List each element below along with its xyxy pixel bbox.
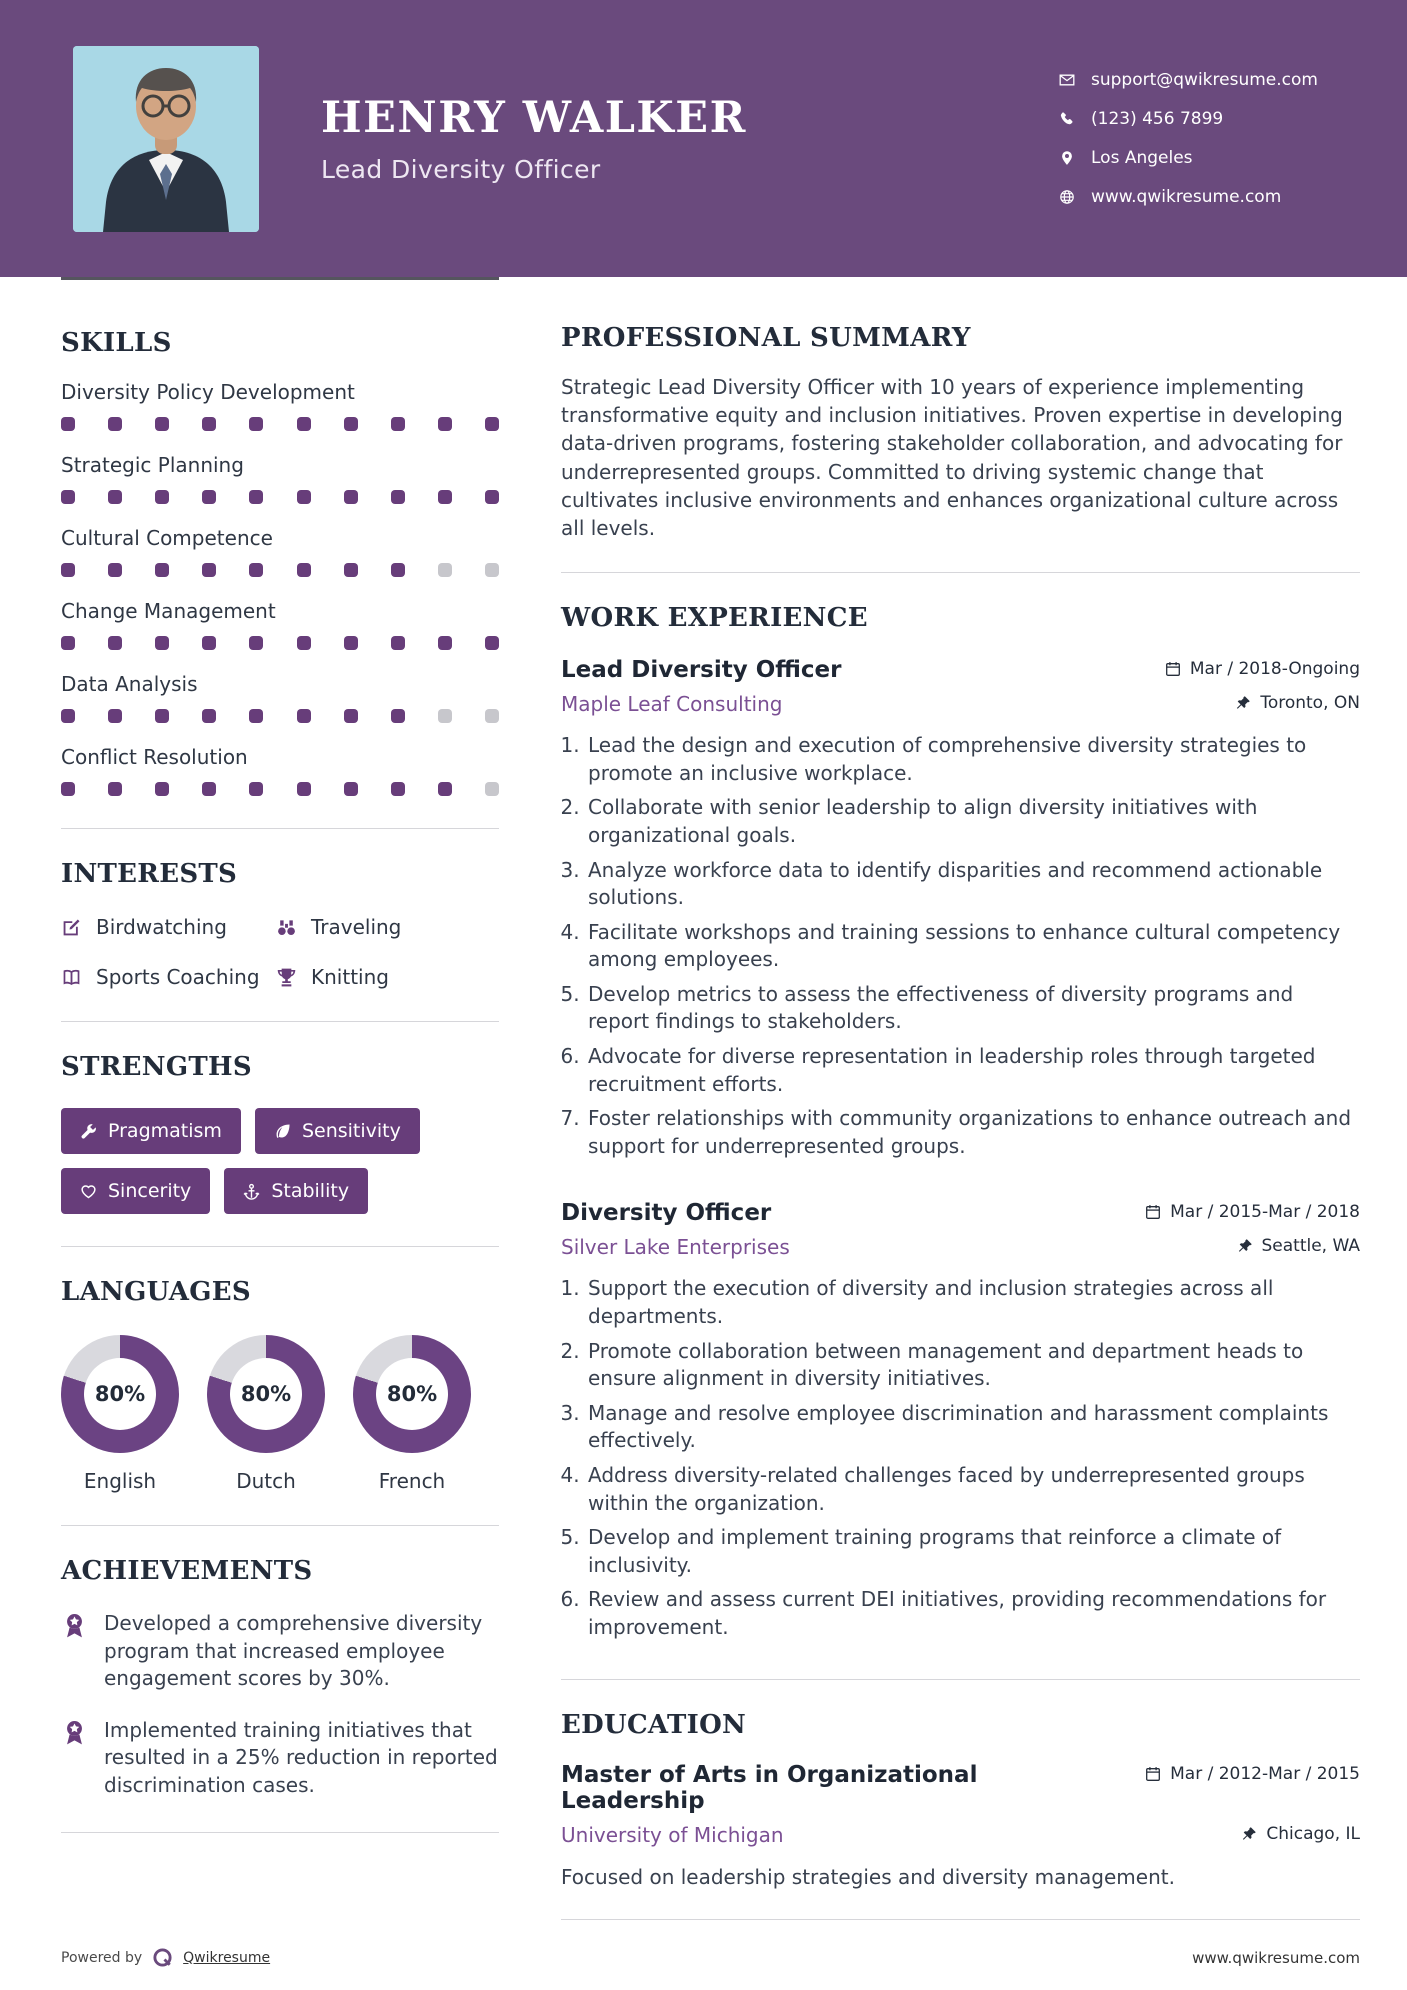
job-dates [1145,1202,1360,1222]
skill-name: Cultural Competence [61,526,273,550]
phone-icon [1059,111,1075,127]
job-bullet: 7. Foster relationships with community organizations to enhance outreach and support for underrepresented groups. [586,1105,1360,1160]
skill-name: Strategic Planning [61,453,244,477]
achievement-text: Implemented training initiatives that resulted in a 25% reduction in reported discrimination cases. [104,1717,498,1797]
skill-dot [155,709,169,723]
skill-dot [202,563,216,577]
skill-dot [344,636,358,650]
calendar-icon [1145,1766,1161,1782]
pushpin-icon [1241,1826,1257,1842]
candidate-title: Lead Diversity Officer [321,155,601,184]
skill-dot [202,417,216,431]
skill-level-dots [61,490,499,504]
skill-name: Data Analysis [61,672,198,696]
identity-block [321,93,747,184]
skill-dot [249,417,263,431]
language-donut [207,1335,325,1453]
main-column [561,277,1360,1920]
skill-dot [344,709,358,723]
skill-level-dots [61,636,499,650]
skill-dot [202,709,216,723]
calendar-icon [1145,1204,1161,1220]
skill-dot [344,782,358,796]
skill-level-dots [61,782,499,796]
pushpin-icon [1237,1238,1253,1254]
skill-dot [438,490,452,504]
skill-name: Diversity Policy Development [61,380,355,404]
job-subtitle-row [561,692,1360,716]
skill-dot [61,490,75,504]
interest-item [61,965,276,989]
skill-item [61,745,499,796]
education-dates [1145,1764,1360,1784]
job-bullet: 1. Support the execution of diversity and inclusion strategies across all departments. [586,1275,1360,1330]
skill-dot [108,709,122,723]
job-bullet-list [561,1275,1360,1641]
calendar-icon [1165,661,1181,677]
job-location-text: Toronto, ON [1260,693,1360,714]
skill-dot [344,490,358,504]
skills-heading: SKILLS [61,328,172,358]
job-bullet: 3. Manage and resolve employee discrimination and harassment complaints effectively. [586,1400,1360,1455]
skill-dot [155,417,169,431]
leaf-icon [274,1123,291,1140]
skill-dot [108,417,122,431]
skill-dot [485,490,499,504]
skill-dot [438,782,452,796]
education-location [1241,1824,1360,1844]
skill-level-dots [61,417,499,431]
skill-dot [344,563,358,577]
education-subtitle-row [561,1823,1360,1847]
skill-dot [391,636,405,650]
book-icon [61,967,82,988]
skill-dot [155,782,169,796]
contact-list [1059,70,1347,207]
skill-dot [155,636,169,650]
job-bullet: 5. Develop and implement training programs that reinforce a climate of inclusivity. [586,1524,1360,1579]
skill-dot [61,417,75,431]
education-location-text: Chicago, IL [1266,1823,1360,1844]
achievement-item [61,1717,499,1800]
job-bullet: 6. Advocate for diverse representation in leadership roles through targeted recruitment efforts. [586,1043,1360,1098]
profile-photo [73,46,259,232]
strengths-pills [61,1108,499,1214]
trophy-icon [276,967,297,988]
job-bullet: 2. Collaborate with senior leadership to align diversity initiatives with organizational goals. [586,794,1360,849]
powered-by-text: Powered by [61,1949,143,1966]
language-percent: 80% [84,1358,156,1430]
skill-item [61,526,499,577]
avatar [73,46,259,232]
education-dates-text: Mar / 2012-Mar / 2015 [1170,1763,1360,1784]
job-location [1237,1236,1361,1256]
job-subtitle-row [561,1235,1360,1259]
interest-label: Knitting [311,965,389,989]
contact-location-text: Los Angeles [1091,148,1193,168]
experience-heading: WORK EXPERIENCE [561,603,868,634]
education-entry [561,1762,1360,1889]
skill-dot [297,636,311,650]
sidebar [61,277,499,1920]
strength-label: Sincerity [108,1180,192,1202]
job-title-row [561,657,1360,683]
experience-section [561,573,1360,1679]
contact-location [1059,148,1347,168]
skill-dot [249,563,263,577]
interest-item [276,915,499,939]
skill-dot [108,490,122,504]
job-location [1235,693,1360,713]
skill-dot [297,417,311,431]
job-location-text: Seattle, WA [1261,1236,1360,1257]
candidate-name: HENRY WALKER [321,93,747,143]
skill-dot [297,490,311,504]
content-columns [0,277,1407,1920]
strength-label: Sensitivity [301,1120,401,1142]
email-icon [1059,72,1075,88]
language-donut [353,1335,471,1453]
skill-dot [61,709,75,723]
binoculars-icon [276,917,297,938]
strength-badge [255,1108,420,1154]
skill-dot [202,636,216,650]
skill-dot [391,563,405,577]
interests-grid [61,915,499,989]
job-company: Maple Leaf Consulting [561,692,783,717]
interest-label: Birdwatching [96,915,227,939]
language-percent: 80% [230,1358,302,1430]
language-percent: 80% [376,1358,448,1430]
award-icon [61,1719,88,1746]
strength-badge [224,1168,368,1214]
powered-by [61,1947,270,1968]
education-school: University of Michigan [561,1822,784,1847]
job-bullet: 6. Review and assess current DEI initiatives, providing recommendations for improvement. [586,1586,1360,1641]
strength-label: Pragmatism [108,1120,222,1142]
strength-label: Stability [271,1180,350,1202]
skill-dot [249,490,263,504]
summary-heading: PROFESSIONAL SUMMARY [561,323,971,353]
award-icon [61,1612,88,1639]
skill-dot [438,417,452,431]
education-degree: Master of Arts in Organizational Leadership [561,1761,978,1814]
skill-dot [249,709,263,723]
interests-section [61,829,499,1022]
contact-website-text: www.qwikresume.com [1091,187,1282,207]
wrench-icon [80,1123,97,1140]
summary-section [561,277,1360,573]
skill-dot [297,782,311,796]
summary-text: Strategic Lead Diversity Officer with 10 years of experience implementing transformative equity and inclusion initiatives. Proven expertise in developing data-driven programs, fostering stakeholder collaboration, and advocating for underrepresented groups. Committed to driving systemic change that cultivates inclusive environments and enhances organizational culture across all levels. [561,375,1343,540]
job-title: Lead Diversity Officer [561,657,842,684]
skill-name: Change Management [61,599,276,623]
skill-dot [391,490,405,504]
job-bullet-list [561,732,1360,1160]
page-footer [61,1947,1360,1968]
strengths-section [61,1022,499,1247]
contact-email-text: support@qwikresume.com [1091,70,1318,90]
skill-dot [202,490,216,504]
skill-dot [61,782,75,796]
education-section [561,1680,1360,1920]
language-label: English [83,1469,157,1493]
skill-dot [485,636,499,650]
language-item [353,1335,471,1493]
skills-section [61,280,499,829]
interest-label: Traveling [311,915,402,939]
skill-item [61,380,499,431]
skill-item [61,599,499,650]
skill-dot [202,782,216,796]
interest-label: Sports Coaching [96,965,260,989]
job-bullet: 4. Address diversity-related challenges faced by underrepresented groups within the organization. [586,1462,1360,1517]
strength-badge [61,1168,210,1214]
pen-icon [61,917,82,938]
skill-dot [438,709,452,723]
skill-dot [391,709,405,723]
job-bullet: 4. Facilitate workshops and training sessions to enhance cultural competency among employees. [586,919,1360,974]
strength-badge [61,1108,241,1154]
skill-level-dots [61,563,499,577]
education-heading: EDUCATION [561,1709,747,1740]
skill-dot [108,636,122,650]
skill-dot [108,563,122,577]
contact-email [1059,70,1347,90]
skill-dot [249,636,263,650]
skill-dot [485,417,499,431]
achievements-section [61,1526,499,1833]
skill-dot [485,563,499,577]
strengths-heading: STRENGTHS [61,1052,252,1082]
job-dates-text: Mar / 2018-Ongoing [1189,659,1360,680]
skill-dot [485,709,499,723]
heart-icon [80,1183,97,1200]
qwikresume-logo-icon [152,1947,173,1968]
job-bullet: 1. Lead the design and execution of comprehensive diversity strategies to promote an inclusive workplace. [586,732,1360,787]
job-title-row [561,1200,1360,1226]
skill-dot [438,636,452,650]
interests-heading: INTERESTS [61,859,238,889]
globe-icon [1059,189,1075,205]
skill-dot [297,563,311,577]
job-dates-text: Mar / 2015-Mar / 2018 [1170,1202,1360,1223]
skill-level-dots [61,709,499,723]
pushpin-icon [1235,695,1251,711]
education-description: Focused on leadership strategies and diversity management. [561,1864,1175,1889]
language-donut [61,1335,179,1453]
skill-dot [344,417,358,431]
languages-section [61,1247,499,1526]
contact-website [1059,187,1347,207]
language-item [61,1335,179,1493]
job-title: Diversity Officer [561,1200,772,1227]
achievement-text: Developed a comprehensive diversity program that increased employee engagement scores by 30%. [104,1611,483,1691]
skill-name: Conflict Resolution [61,745,248,769]
skill-dot [155,563,169,577]
skill-dot [485,782,499,796]
skill-dot [391,417,405,431]
skill-dot [297,709,311,723]
footer-website-url: www.qwikresume.com [1192,1948,1360,1967]
skill-dot [155,490,169,504]
job-bullet: 2. Promote collaboration between management and department heads to ensure alignment in diversity initiatives. [586,1338,1360,1393]
job-bullet: 5. Develop metrics to assess the effectiveness of diversity programs and report findings to stakeholders. [586,981,1360,1036]
job-entry [561,1200,1360,1641]
language-label: French [378,1469,446,1493]
language-label: Dutch [236,1469,296,1493]
interest-item [276,965,499,989]
languages-row [61,1335,499,1493]
qwikresume-link[interactable]: Qwikresume [183,1949,271,1966]
contact-phone [1059,109,1347,129]
anchor-icon [243,1183,260,1200]
skill-dot [108,782,122,796]
location-icon [1059,150,1075,166]
skill-dot [61,636,75,650]
achievements-heading: ACHIEVEMENTS [61,1556,313,1586]
job-company: Silver Lake Enterprises [561,1235,790,1260]
interest-item [61,915,276,939]
skill-dot [391,782,405,796]
skill-dot [249,782,263,796]
achievement-item [61,1610,499,1693]
contact-phone-text: (123) 456 7899 [1091,109,1224,129]
job-entry [561,657,1360,1160]
language-item [207,1335,325,1493]
skill-item [61,453,499,504]
education-title-row [561,1762,1360,1814]
languages-heading: LANGUAGES [61,1277,251,1307]
job-bullet: 3. Analyze workforce data to identify disparities and recommend actionable solutions. [586,857,1360,912]
resume-header [0,0,1407,277]
skill-item [61,672,499,723]
job-dates [1165,659,1360,679]
skill-dot [61,563,75,577]
skill-dot [438,563,452,577]
